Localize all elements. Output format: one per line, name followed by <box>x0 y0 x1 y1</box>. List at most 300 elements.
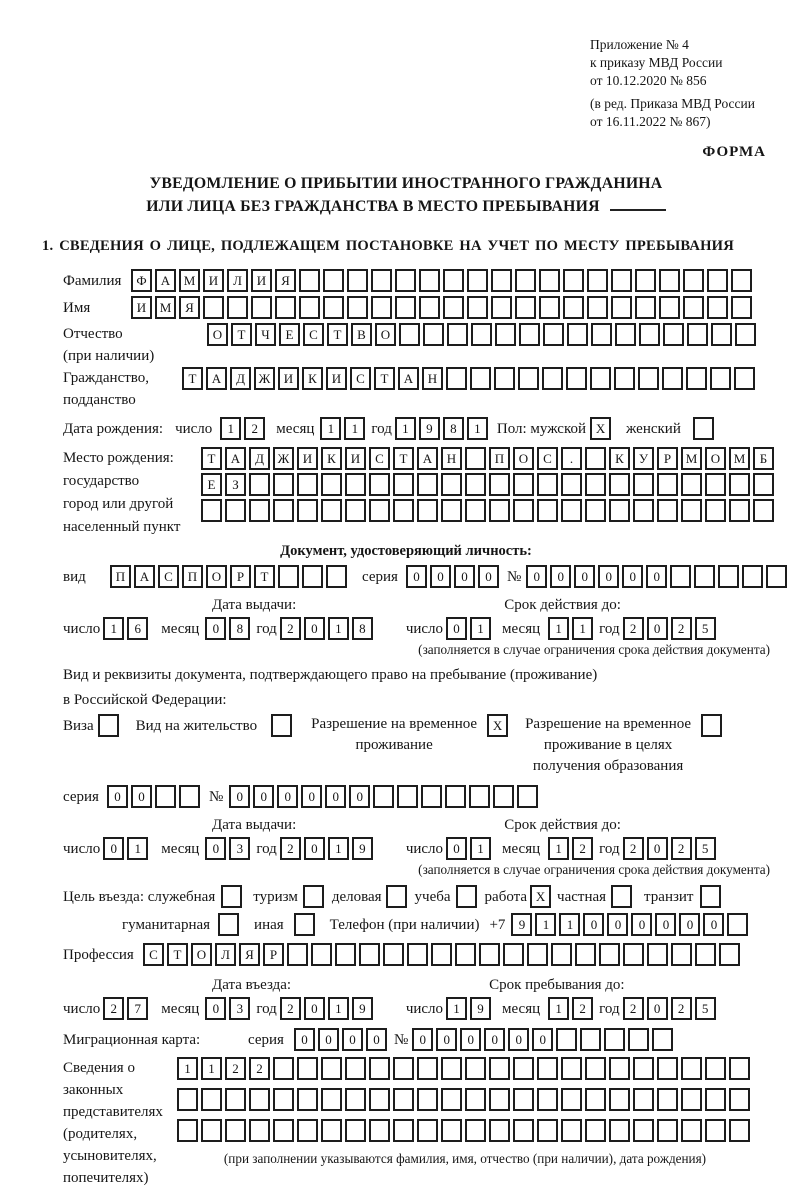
doc-valid-year-cells-cell[interactable]: 2 <box>671 617 692 640</box>
birth-month-cells-cell[interactable]: 1 <box>344 417 365 440</box>
birth-place-cells-row2-cell[interactable] <box>681 473 702 496</box>
doc-type-cells-cell[interactable]: Р <box>230 565 251 588</box>
legal-representatives-cells-row3-cell[interactable] <box>705 1119 726 1142</box>
doc-valid-year-cells-cell[interactable]: 0 <box>647 617 668 640</box>
legal-representatives-cells-row2-cell[interactable] <box>417 1088 438 1111</box>
citizenship-cells-cell[interactable] <box>590 367 611 390</box>
residence-issue-year-cells-cell[interactable]: 1 <box>328 837 349 860</box>
migration-number-cells-cell[interactable]: 0 <box>460 1028 481 1051</box>
citizenship-cells-cell[interactable]: И <box>326 367 347 390</box>
birth-place-cells-row3-cell[interactable] <box>681 499 702 522</box>
purpose-business-checkbox-cell[interactable] <box>386 885 407 908</box>
doc-series-cells-cell[interactable]: 0 <box>430 565 451 588</box>
birth-place-cells-row2-cell[interactable]: Е <box>201 473 222 496</box>
stay-year-cells-cell[interactable]: 2 <box>623 997 644 1020</box>
surname-cells-cell[interactable] <box>635 269 656 292</box>
entry-month-cells-cell[interactable]: 0 <box>205 997 226 1020</box>
legal-representatives-cells-row3-cell[interactable] <box>369 1119 390 1142</box>
legal-representatives-cells-row1-cell[interactable] <box>297 1057 318 1080</box>
residence-number-cells-cell[interactable]: 0 <box>349 785 370 808</box>
residence-issue-day-cells-cell[interactable]: 0 <box>103 837 124 860</box>
legal-representatives-cells-row2-cell[interactable] <box>249 1088 270 1111</box>
residence-number-cells-cell[interactable]: 0 <box>301 785 322 808</box>
surname-cells-cell[interactable]: Л <box>227 269 248 292</box>
legal-representatives-cells-row2-cell[interactable] <box>705 1088 726 1111</box>
legal-representatives-cells-row3-cell[interactable] <box>513 1119 534 1142</box>
profession-cells-cell[interactable] <box>503 943 524 966</box>
residence-valid-month-cells-cell[interactable]: 2 <box>572 837 593 860</box>
surname-cells-cell[interactable] <box>731 269 752 292</box>
birth-place-cells-row2-cell[interactable] <box>561 473 582 496</box>
birth-day-cells-cell[interactable]: 1 <box>220 417 241 440</box>
legal-representatives-cells-row3-cell[interactable] <box>345 1119 366 1142</box>
legal-representatives-cells-row2-cell[interactable] <box>369 1088 390 1111</box>
legal-representatives-cells-row1-cell[interactable]: 2 <box>249 1057 270 1080</box>
surname-cells-cell[interactable] <box>323 269 344 292</box>
citizenship-cells-cell[interactable]: А <box>398 367 419 390</box>
residence-valid-year-cells-cell[interactable]: 5 <box>695 837 716 860</box>
patronymic-cells-cell[interactable]: С <box>303 323 324 346</box>
birth-place-cells-row3-cell[interactable] <box>297 499 318 522</box>
residence-number-cells-cell[interactable] <box>517 785 538 808</box>
residence-issue-month-cells-cell[interactable]: 3 <box>229 837 250 860</box>
birth-place-cells-row1-cell[interactable]: И <box>297 447 318 470</box>
doc-valid-day-cells-cell[interactable]: 1 <box>470 617 491 640</box>
entry-year-cells-cell[interactable]: 1 <box>328 997 349 1020</box>
citizenship-cells-cell[interactable]: Ж <box>254 367 275 390</box>
residence-valid-day-cells-cell[interactable]: 1 <box>470 837 491 860</box>
doc-issue-year-cells-cell[interactable]: 8 <box>352 617 373 640</box>
profession-cells-cell[interactable]: Л <box>215 943 236 966</box>
given-name-cells-cell[interactable] <box>491 296 512 319</box>
residence-valid-year-cells-cell[interactable]: 2 <box>623 837 644 860</box>
birth-place-cells-row1-cell[interactable]: . <box>561 447 582 470</box>
entry-year-cells-cell[interactable]: 0 <box>304 997 325 1020</box>
birth-place-cells-row1-cell[interactable]: К <box>321 447 342 470</box>
citizenship-cells-cell[interactable] <box>494 367 515 390</box>
surname-cells-cell[interactable] <box>587 269 608 292</box>
legal-representatives-cells-row1-cell[interactable] <box>489 1057 510 1080</box>
doc-issue-month-cells-cell[interactable]: 0 <box>205 617 226 640</box>
residence-series-cells-cell[interactable] <box>155 785 176 808</box>
given-name-cells-cell[interactable] <box>419 296 440 319</box>
birth-place-cells-row3-cell[interactable] <box>513 499 534 522</box>
surname-cells-cell[interactable] <box>707 269 728 292</box>
migration-number-cells-cell[interactable] <box>628 1028 649 1051</box>
doc-valid-month-cells-cell[interactable]: 1 <box>572 617 593 640</box>
birth-place-cells-row3-cell[interactable] <box>321 499 342 522</box>
phone-cells-cell[interactable]: 1 <box>535 913 556 936</box>
given-name-cells-cell[interactable] <box>659 296 680 319</box>
migration-number-cells-cell[interactable] <box>580 1028 601 1051</box>
birth-place-cells-row1-cell[interactable] <box>465 447 486 470</box>
phone-cells-cell[interactable]: 0 <box>703 913 724 936</box>
doc-number-cells-cell[interactable]: 0 <box>526 565 547 588</box>
birth-place-cells-row2-cell[interactable] <box>369 473 390 496</box>
given-name-cells-cell[interactable] <box>395 296 416 319</box>
patronymic-cells-cell[interactable] <box>519 323 540 346</box>
legal-representatives-cells-row1-cell[interactable]: 2 <box>225 1057 246 1080</box>
given-name-cells-cell[interactable] <box>251 296 272 319</box>
doc-type-cells-cell[interactable]: Т <box>254 565 275 588</box>
surname-cells-cell[interactable]: И <box>203 269 224 292</box>
stay-month-cells-cell[interactable]: 2 <box>572 997 593 1020</box>
legal-representatives-cells-row2-cell[interactable] <box>537 1088 558 1111</box>
surname-cells-cell[interactable] <box>515 269 536 292</box>
surname-cells-cell[interactable] <box>371 269 392 292</box>
patronymic-cells-cell[interactable] <box>663 323 684 346</box>
given-name-cells-cell[interactable] <box>587 296 608 319</box>
birth-place-cells-row2-cell[interactable] <box>729 473 750 496</box>
surname-cells-cell[interactable] <box>467 269 488 292</box>
profession-cells-cell[interactable] <box>671 943 692 966</box>
entry-day-cells-cell[interactable]: 2 <box>103 997 124 1020</box>
doc-number-cells-cell[interactable]: 0 <box>622 565 643 588</box>
temp-residence-edu-checkbox-cell[interactable] <box>701 714 722 737</box>
phone-cells-cell[interactable]: 0 <box>655 913 676 936</box>
residence-number-cells-cell[interactable] <box>493 785 514 808</box>
purpose-private-checkbox-cell[interactable] <box>611 885 632 908</box>
legal-representatives-cells-row3-cell[interactable] <box>225 1119 246 1142</box>
birth-place-cells-row2-cell[interactable] <box>537 473 558 496</box>
legal-representatives-cells-row3-cell[interactable] <box>297 1119 318 1142</box>
legal-representatives-cells-row2-cell[interactable] <box>297 1088 318 1111</box>
birth-place-cells-row1-cell[interactable]: Т <box>393 447 414 470</box>
birth-place-cells-row3-cell[interactable] <box>489 499 510 522</box>
phone-cells-cell[interactable] <box>727 913 748 936</box>
given-name-cells-cell[interactable] <box>443 296 464 319</box>
citizenship-cells-cell[interactable] <box>566 367 587 390</box>
birth-place-cells-row1-cell[interactable]: А <box>225 447 246 470</box>
legal-representatives-cells-row2-cell[interactable] <box>729 1088 750 1111</box>
doc-type-cells-cell[interactable] <box>278 565 299 588</box>
birth-place-cells-row2-cell[interactable] <box>657 473 678 496</box>
birth-place-cells-row1-cell[interactable]: Д <box>249 447 270 470</box>
birth-place-cells-row2-cell[interactable] <box>609 473 630 496</box>
temp-residence-checkbox-cell[interactable]: X <box>487 714 508 737</box>
residence-issue-month-cells-cell[interactable]: 0 <box>205 837 226 860</box>
doc-valid-day-cells-cell[interactable]: 0 <box>446 617 467 640</box>
legal-representatives-cells-row2-cell[interactable] <box>321 1088 342 1111</box>
residence-series-cells-cell[interactable]: 0 <box>131 785 152 808</box>
birth-place-cells-row3-cell[interactable] <box>465 499 486 522</box>
birth-place-cells-row2-cell[interactable]: З <box>225 473 246 496</box>
residence-valid-year-cells-cell[interactable]: 0 <box>647 837 668 860</box>
legal-representatives-cells-row1-cell[interactable] <box>345 1057 366 1080</box>
purpose-work-checkbox-cell[interactable]: X <box>530 885 551 908</box>
patronymic-cells-cell[interactable] <box>543 323 564 346</box>
doc-type-cells-cell[interactable]: А <box>134 565 155 588</box>
birth-year-cells-cell[interactable]: 1 <box>467 417 488 440</box>
legal-representatives-cells-row1-cell[interactable] <box>537 1057 558 1080</box>
birth-place-cells-row1-cell[interactable]: О <box>513 447 534 470</box>
migration-number-cells-cell[interactable]: 0 <box>508 1028 529 1051</box>
birth-year-cells-cell[interactable]: 1 <box>395 417 416 440</box>
legal-representatives-cells-row1-cell[interactable]: 1 <box>177 1057 198 1080</box>
birth-place-cells-row1-cell[interactable]: К <box>609 447 630 470</box>
stay-day-cells-cell[interactable]: 1 <box>446 997 467 1020</box>
legal-representatives-cells-row1-cell[interactable] <box>657 1057 678 1080</box>
surname-cells-cell[interactable] <box>299 269 320 292</box>
purpose-transit-checkbox-cell[interactable] <box>700 885 721 908</box>
birth-place-cells-row2-cell[interactable] <box>633 473 654 496</box>
legal-representatives-cells-row3-cell[interactable] <box>633 1119 654 1142</box>
legal-representatives-cells-row1-cell[interactable] <box>369 1057 390 1080</box>
birth-month-cells-cell[interactable]: 1 <box>320 417 341 440</box>
phone-cells-cell[interactable]: 0 <box>679 913 700 936</box>
doc-valid-month-cells-cell[interactable]: 1 <box>548 617 569 640</box>
profession-cells-cell[interactable]: О <box>191 943 212 966</box>
doc-valid-year-cells-cell[interactable]: 2 <box>623 617 644 640</box>
sex-female-checkbox-cell[interactable] <box>693 417 714 440</box>
profession-cells-cell[interactable]: Р <box>263 943 284 966</box>
surname-cells-cell[interactable] <box>491 269 512 292</box>
profession-cells-cell[interactable] <box>335 943 356 966</box>
stay-year-cells-cell[interactable]: 0 <box>647 997 668 1020</box>
profession-cells-cell[interactable]: С <box>143 943 164 966</box>
patronymic-cells-cell[interactable] <box>711 323 732 346</box>
legal-representatives-cells-row2-cell[interactable] <box>441 1088 462 1111</box>
legal-representatives-cells-row1-cell[interactable] <box>561 1057 582 1080</box>
residence-number-cells-cell[interactable]: 0 <box>253 785 274 808</box>
birth-place-cells-row2-cell[interactable] <box>585 473 606 496</box>
migration-series-cells-cell[interactable]: 0 <box>342 1028 363 1051</box>
birth-place-cells-row3-cell[interactable] <box>729 499 750 522</box>
legal-representatives-cells-row1-cell[interactable] <box>633 1057 654 1080</box>
legal-representatives-cells-row3-cell[interactable] <box>657 1119 678 1142</box>
doc-type-cells-cell[interactable]: П <box>182 565 203 588</box>
patronymic-cells-cell[interactable]: Т <box>231 323 252 346</box>
birth-place-cells-row2-cell[interactable] <box>417 473 438 496</box>
patronymic-cells-cell[interactable] <box>735 323 756 346</box>
doc-issue-year-cells-cell[interactable]: 1 <box>328 617 349 640</box>
residence-number-cells-cell[interactable]: 0 <box>229 785 250 808</box>
given-name-cells-cell[interactable]: И <box>131 296 152 319</box>
entry-month-cells-cell[interactable]: 3 <box>229 997 250 1020</box>
sex-male-checkbox-cell[interactable]: X <box>590 417 611 440</box>
legal-representatives-cells-row1-cell[interactable]: 1 <box>201 1057 222 1080</box>
profession-cells-cell[interactable] <box>695 943 716 966</box>
surname-cells-cell[interactable] <box>419 269 440 292</box>
legal-representatives-cells-row3-cell[interactable] <box>729 1119 750 1142</box>
profession-cells-cell[interactable]: Т <box>167 943 188 966</box>
migration-number-cells-cell[interactable]: 0 <box>436 1028 457 1051</box>
birth-place-cells-row3-cell[interactable] <box>537 499 558 522</box>
migration-number-cells-cell[interactable]: 0 <box>412 1028 433 1051</box>
patronymic-cells-cell[interactable] <box>447 323 468 346</box>
birth-place-cells-row1-cell[interactable] <box>585 447 606 470</box>
migration-number-cells-cell[interactable] <box>604 1028 625 1051</box>
legal-representatives-cells-row2-cell[interactable] <box>681 1088 702 1111</box>
legal-representatives-cells-row3-cell[interactable] <box>177 1119 198 1142</box>
citizenship-cells-cell[interactable] <box>518 367 539 390</box>
legal-representatives-cells-row1-cell[interactable] <box>393 1057 414 1080</box>
birth-place-cells-row1-cell[interactable]: М <box>681 447 702 470</box>
stay-year-cells-cell[interactable]: 2 <box>671 997 692 1020</box>
profession-cells-cell[interactable]: Я <box>239 943 260 966</box>
birth-place-cells-row3-cell[interactable] <box>441 499 462 522</box>
legal-representatives-cells-row2-cell[interactable] <box>225 1088 246 1111</box>
doc-issue-month-cells-cell[interactable]: 8 <box>229 617 250 640</box>
birth-place-cells-row3-cell[interactable] <box>249 499 270 522</box>
stay-year-cells-cell[interactable]: 5 <box>695 997 716 1020</box>
profession-cells-cell[interactable] <box>311 943 332 966</box>
surname-cells-cell[interactable]: Ф <box>131 269 152 292</box>
birth-place-cells-row3-cell[interactable] <box>633 499 654 522</box>
birth-place-cells-row3-cell[interactable] <box>585 499 606 522</box>
profession-cells-cell[interactable] <box>407 943 428 966</box>
birth-place-cells-row2-cell[interactable] <box>297 473 318 496</box>
given-name-cells-cell[interactable] <box>563 296 584 319</box>
stay-month-cells-cell[interactable]: 1 <box>548 997 569 1020</box>
citizenship-cells-cell[interactable]: Т <box>374 367 395 390</box>
surname-cells-cell[interactable] <box>659 269 680 292</box>
patronymic-cells-cell[interactable] <box>471 323 492 346</box>
birth-place-cells-row3-cell[interactable] <box>393 499 414 522</box>
legal-representatives-cells-row2-cell[interactable] <box>177 1088 198 1111</box>
given-name-cells-cell[interactable] <box>347 296 368 319</box>
entry-day-cells-cell[interactable]: 7 <box>127 997 148 1020</box>
patronymic-cells-cell[interactable]: Т <box>327 323 348 346</box>
given-name-cells-cell[interactable] <box>227 296 248 319</box>
given-name-cells-cell[interactable] <box>539 296 560 319</box>
patronymic-cells-cell[interactable] <box>639 323 660 346</box>
entry-year-cells-cell[interactable]: 2 <box>280 997 301 1020</box>
birth-place-cells-row1-cell[interactable]: О <box>705 447 726 470</box>
legal-representatives-cells-row3-cell[interactable] <box>201 1119 222 1142</box>
surname-cells-cell[interactable] <box>611 269 632 292</box>
residence-valid-year-cells-cell[interactable]: 2 <box>671 837 692 860</box>
residence-number-cells-cell[interactable] <box>469 785 490 808</box>
birth-place-cells-row1-cell[interactable]: Т <box>201 447 222 470</box>
birth-place-cells-row2-cell[interactable] <box>393 473 414 496</box>
legal-representatives-cells-row1-cell[interactable] <box>321 1057 342 1080</box>
citizenship-cells-cell[interactable]: А <box>206 367 227 390</box>
legal-representatives-cells-row3-cell[interactable] <box>465 1119 486 1142</box>
migration-number-cells-cell[interactable] <box>556 1028 577 1051</box>
surname-cells-cell[interactable]: М <box>179 269 200 292</box>
birth-place-cells-row3-cell[interactable] <box>705 499 726 522</box>
phone-cells-cell[interactable]: 0 <box>583 913 604 936</box>
surname-cells-cell[interactable] <box>443 269 464 292</box>
surname-cells-cell[interactable] <box>347 269 368 292</box>
migration-series-cells-cell[interactable]: 0 <box>294 1028 315 1051</box>
patronymic-cells-cell[interactable]: О <box>207 323 228 346</box>
entry-year-cells-cell[interactable]: 9 <box>352 997 373 1020</box>
migration-series-cells-cell[interactable]: 0 <box>318 1028 339 1051</box>
doc-number-cells-cell[interactable]: 0 <box>574 565 595 588</box>
citizenship-cells-cell[interactable] <box>662 367 683 390</box>
profession-cells-cell[interactable] <box>575 943 596 966</box>
doc-type-cells-cell[interactable]: О <box>206 565 227 588</box>
legal-representatives-cells-row3-cell[interactable] <box>321 1119 342 1142</box>
profession-cells-cell[interactable] <box>359 943 380 966</box>
profession-cells-cell[interactable] <box>479 943 500 966</box>
residence-series-cells-cell[interactable] <box>179 785 200 808</box>
patronymic-cells-cell[interactable]: В <box>351 323 372 346</box>
birth-place-cells-row1-cell[interactable]: Ж <box>273 447 294 470</box>
birth-place-cells-row1-cell[interactable]: У <box>633 447 654 470</box>
doc-issue-year-cells-cell[interactable]: 2 <box>280 617 301 640</box>
birth-place-cells-row2-cell[interactable] <box>249 473 270 496</box>
given-name-cells-cell[interactable] <box>683 296 704 319</box>
patronymic-cells-cell[interactable] <box>423 323 444 346</box>
citizenship-cells-cell[interactable] <box>710 367 731 390</box>
doc-number-cells-cell[interactable] <box>766 565 787 588</box>
surname-cells-cell[interactable]: Я <box>275 269 296 292</box>
birth-place-cells-row2-cell[interactable] <box>321 473 342 496</box>
surname-cells-cell[interactable]: И <box>251 269 272 292</box>
legal-representatives-cells-row1-cell[interactable] <box>465 1057 486 1080</box>
stay-day-cells-cell[interactable]: 9 <box>470 997 491 1020</box>
profession-cells-cell[interactable] <box>455 943 476 966</box>
birth-place-cells-row3-cell[interactable] <box>417 499 438 522</box>
given-name-cells-cell[interactable] <box>323 296 344 319</box>
legal-representatives-cells-row3-cell[interactable] <box>609 1119 630 1142</box>
citizenship-cells-cell[interactable]: С <box>350 367 371 390</box>
residence-number-cells-cell[interactable]: 0 <box>325 785 346 808</box>
doc-type-cells-cell[interactable] <box>302 565 323 588</box>
birth-place-cells-row3-cell[interactable] <box>345 499 366 522</box>
birth-place-cells-row3-cell[interactable] <box>657 499 678 522</box>
birth-place-cells-row1-cell[interactable]: Н <box>441 447 462 470</box>
profession-cells-cell[interactable] <box>623 943 644 966</box>
birth-year-cells-cell[interactable]: 9 <box>419 417 440 440</box>
doc-number-cells-cell[interactable]: 0 <box>646 565 667 588</box>
residence-issue-year-cells-cell[interactable]: 2 <box>280 837 301 860</box>
birth-place-cells-row1-cell[interactable]: С <box>369 447 390 470</box>
birth-place-cells-row1-cell[interactable]: И <box>345 447 366 470</box>
birth-place-cells-row3-cell[interactable] <box>273 499 294 522</box>
surname-cells-cell[interactable] <box>563 269 584 292</box>
patronymic-cells-cell[interactable] <box>615 323 636 346</box>
given-name-cells-cell[interactable] <box>203 296 224 319</box>
given-name-cells-cell[interactable]: М <box>155 296 176 319</box>
profession-cells-cell[interactable] <box>719 943 740 966</box>
legal-representatives-cells-row2-cell[interactable] <box>513 1088 534 1111</box>
birth-place-cells-row2-cell[interactable] <box>513 473 534 496</box>
birth-place-cells-row2-cell[interactable] <box>273 473 294 496</box>
doc-issue-day-cells-cell[interactable]: 6 <box>127 617 148 640</box>
doc-number-cells-cell[interactable] <box>718 565 739 588</box>
patronymic-cells-cell[interactable] <box>399 323 420 346</box>
birth-place-cells-row1-cell[interactable]: Р <box>657 447 678 470</box>
doc-issue-day-cells-cell[interactable]: 1 <box>103 617 124 640</box>
citizenship-cells-cell[interactable]: Д <box>230 367 251 390</box>
residence-issue-year-cells-cell[interactable]: 9 <box>352 837 373 860</box>
doc-series-cells-cell[interactable]: 0 <box>478 565 499 588</box>
purpose-humanitarian-checkbox-cell[interactable] <box>218 913 239 936</box>
birth-place-cells-row3-cell[interactable] <box>561 499 582 522</box>
surname-cells-cell[interactable] <box>395 269 416 292</box>
legal-representatives-cells-row2-cell[interactable] <box>201 1088 222 1111</box>
citizenship-cells-cell[interactable]: Н <box>422 367 443 390</box>
migration-number-cells-cell[interactable]: 0 <box>532 1028 553 1051</box>
citizenship-cells-cell[interactable] <box>686 367 707 390</box>
profession-cells-cell[interactable] <box>287 943 308 966</box>
residence-number-cells-cell[interactable] <box>373 785 394 808</box>
doc-number-cells-cell[interactable] <box>742 565 763 588</box>
legal-representatives-cells-row2-cell[interactable] <box>393 1088 414 1111</box>
phone-cells-cell[interactable]: 9 <box>511 913 532 936</box>
given-name-cells-cell[interactable] <box>299 296 320 319</box>
purpose-study-checkbox-cell[interactable] <box>456 885 477 908</box>
given-name-cells-cell[interactable] <box>635 296 656 319</box>
doc-type-cells-cell[interactable]: П <box>110 565 131 588</box>
migration-number-cells-cell[interactable]: 0 <box>484 1028 505 1051</box>
legal-representatives-cells-row3-cell[interactable] <box>537 1119 558 1142</box>
purpose-tourism-checkbox-cell[interactable] <box>303 885 324 908</box>
